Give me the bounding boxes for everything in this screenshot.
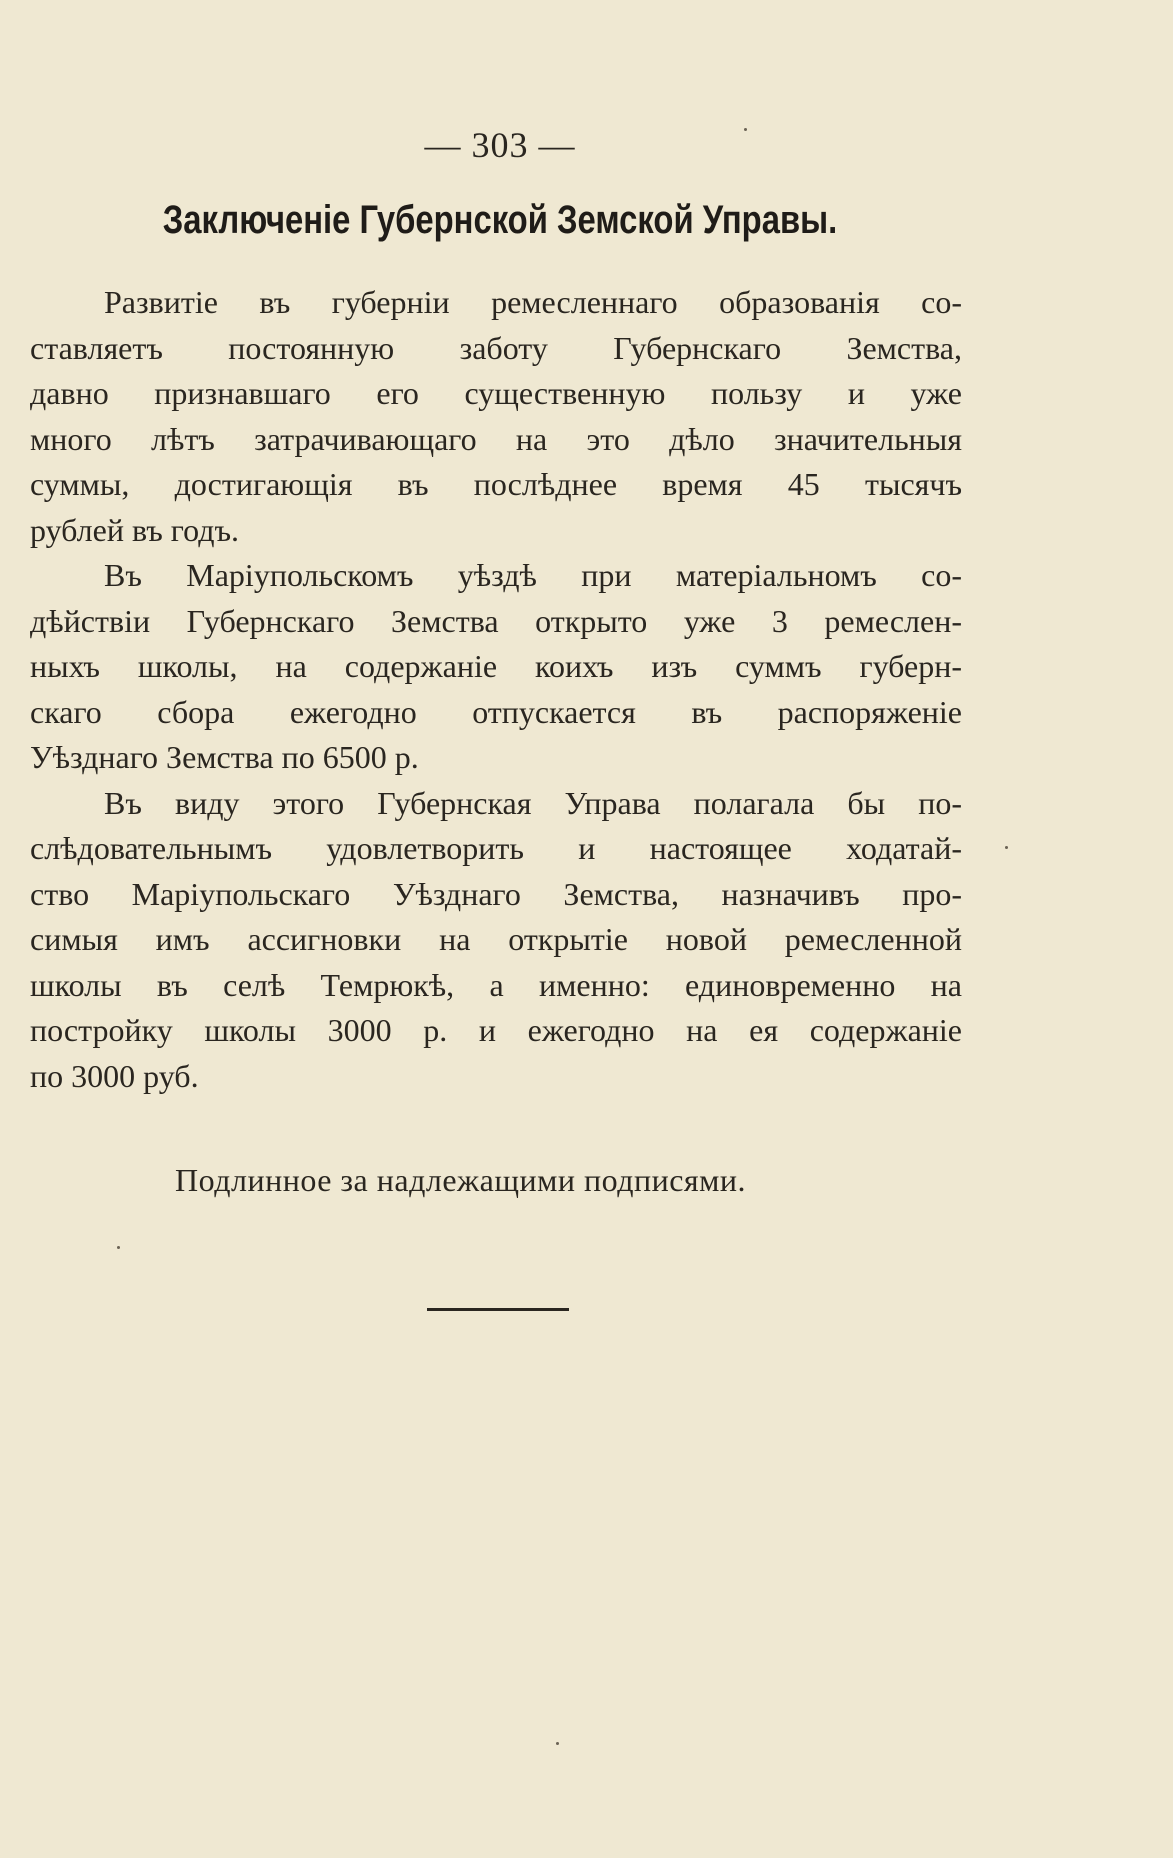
text-line: скаго сбора ежегодно отпускается въ распоряженіе <box>30 693 962 730</box>
text-line: Уѣзднаго Земства по 6500 р. <box>30 739 419 775</box>
paragraph-1 <box>30 280 962 553</box>
text-line: Въ виду этого Губернская Управа полагала бы по- <box>104 784 962 821</box>
text-line: ставляетъ постоянную заботу Губернскаго Земства, <box>30 329 962 366</box>
text-line: постройку школы 3000 р. и ежегодно на ея содержаніе <box>30 1012 962 1048</box>
body-text <box>30 280 962 1099</box>
signature-note: Подлинное за надлежащими подписями. <box>175 1162 747 1198</box>
text-line: ныхъ школы, на содержаніе коихъ изъ суммъ губерн- <box>30 648 962 684</box>
text-line: Въ Маріупольскомъ уѣздѣ при матеріальномъ со- <box>104 557 962 593</box>
paper-speck <box>744 128 747 131</box>
text-line: слѣдовательнымъ удовлетворить и настоящее ходатай- <box>30 830 962 866</box>
text-line: много лѣтъ затрачивающаго на это дѣло значительныя <box>30 420 962 457</box>
paragraph-2 <box>30 553 962 781</box>
paper-speck <box>1005 846 1008 849</box>
text-line: давно признавшаго его существенную пользу и уже <box>30 375 962 411</box>
text-line: дѣйствіи Губернскаго Земства открыто уже 3 ремеслен- <box>30 602 962 639</box>
text-line: ство Маріупольскаго Уѣзднаго Земства, назначивъ про- <box>30 875 962 912</box>
closing-rule <box>427 1308 569 1311</box>
section-heading: Заключеніе Губернской Земской Управы. <box>162 198 838 242</box>
text-line: Развитіе въ губерніи ремесленнаго образованія со- <box>104 284 962 320</box>
paragraph-3 <box>30 781 962 1100</box>
text-line: школы въ селѣ Темрюкѣ, а именно: единовременно на <box>30 966 962 1003</box>
text-line: по 3000 руб. <box>30 1057 199 1094</box>
paper-speck <box>117 1246 120 1249</box>
page-number: — 303 — <box>424 125 576 165</box>
text-line: симыя имъ ассигновки на открытіе новой ремесленной <box>30 921 962 957</box>
text-line: суммы, достигающія въ послѣднее время 45 тысячъ <box>30 466 962 502</box>
text-line: рублей въ годъ. <box>30 511 240 548</box>
paper-speck <box>556 1742 559 1745</box>
